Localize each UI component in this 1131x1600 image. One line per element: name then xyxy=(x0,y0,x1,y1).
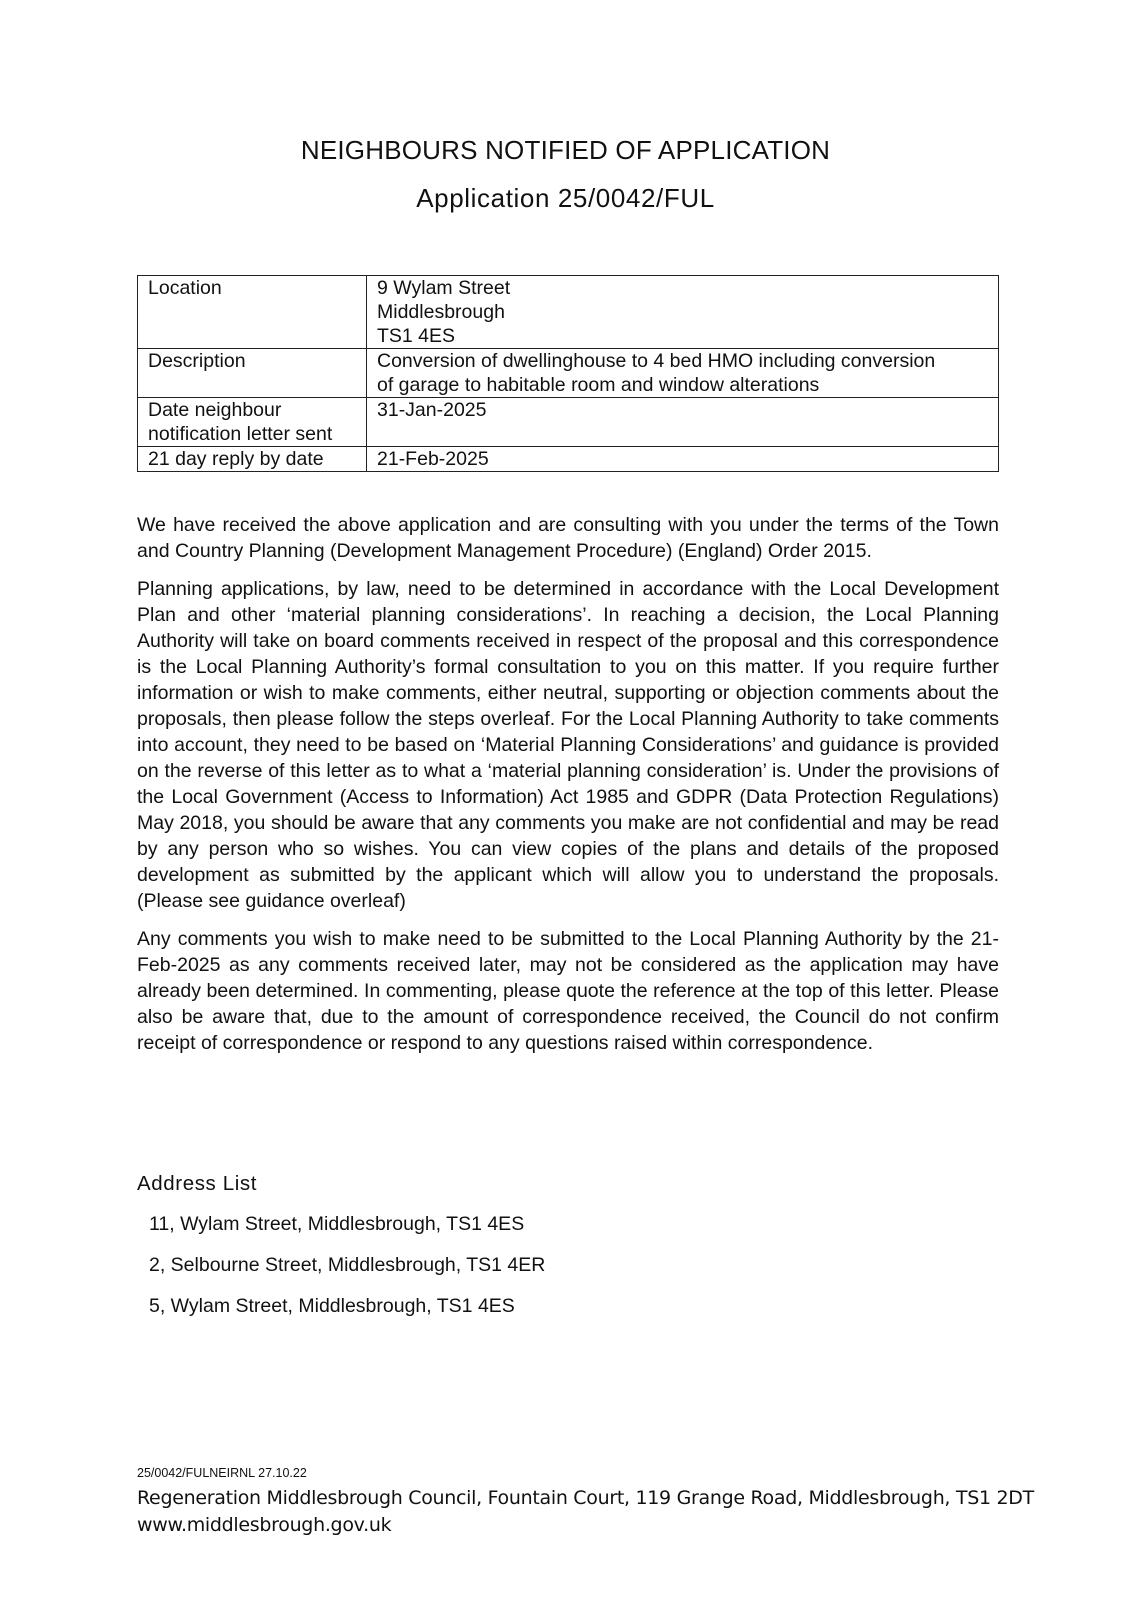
address-list-item: 2, Selbourne Street, Middlesbrough, TS1 4ER xyxy=(149,1254,546,1276)
address-list-item: 5, Wylam Street, Middlesbrough, TS1 4ES xyxy=(149,1295,515,1317)
letter-body xyxy=(137,512,999,1068)
paragraph-planning-considerations: Planning applications, by law, need to be determined in accordance with the Local Development Plan and other ‘material planning considerations’. In reaching a decision, the Local Planning Authority will take on board comments received in respect of the proposal and this correspondence is the Local Planning Authority’s formal consultation to you on this matter. If you require further information or wish to make comments, either neutral, supporting or objection comments about the proposals, then please follow the steps overleaf. For the Local Planning Authority to take comments into account, they need to be based on ‘Material Planning Considerations’ and guidance is provided on the reverse of this letter as to what a ‘material planning consideration’ is. Under the provisions of the Local Government (Access to Information) Act 1985 and GDPR (Data Protection Regulations) May 2018, you should be aware that any comments you make are not confidential and may be read by any person who so wishes. You can view copies of the plans and details of the proposed development as submitted by the applicant which will allow you to understand the proposals. (Please see guidance overleaf) xyxy=(137,578,999,912)
table-row xyxy=(138,349,999,398)
description-value xyxy=(367,349,999,398)
description-line: of garage to habitable room and window alterations xyxy=(377,374,820,396)
page-title: NEIGHBOURS NOTIFIED OF APPLICATION xyxy=(300,135,831,165)
footer-address: Regeneration Middlesbrough Council, Fountain Court, 119 Grange Road, Middlesbrough, TS1 2DT xyxy=(137,1487,1034,1509)
reply-date-value: 21-Feb-2025 xyxy=(367,447,999,472)
table-row xyxy=(138,276,999,349)
application-details-table xyxy=(137,275,999,472)
paragraph-consultation: We have received the above application and are consulting with you under the terms of the Town and Country Planning (Development Management Procedure) (England) Order 2015. xyxy=(137,514,999,562)
footer-website: www.middlesbrough.gov.uk xyxy=(137,1514,392,1536)
address-list-item: 11, Wylam Street, Middlesbrough, TS1 4ES xyxy=(149,1213,525,1235)
address-list-heading: Address List xyxy=(137,1172,257,1195)
table-row xyxy=(138,398,999,447)
location-line: Middlesbrough xyxy=(377,301,505,323)
date-sent-label-line: notification letter sent xyxy=(148,423,333,445)
footer-reference: 25/0042/FULNEIRNL 27.10.22 xyxy=(137,1466,307,1480)
date-sent-label-line: Date neighbour xyxy=(148,399,282,421)
reply-date-label: 21 day reply by date xyxy=(138,447,367,472)
footer xyxy=(137,1485,1034,1539)
table-row xyxy=(138,447,999,472)
location-line: TS1 4ES xyxy=(377,325,456,347)
application-reference: Application 25/0042/FUL xyxy=(416,183,715,213)
description-line: Conversion of dwellinghouse to 4 bed HMO including conversion xyxy=(377,350,936,372)
date-sent-label xyxy=(138,398,367,447)
location-value xyxy=(367,276,999,349)
description-label: Description xyxy=(138,349,367,398)
date-sent-value: 31-Jan-2025 xyxy=(367,398,999,447)
paragraph-comments-deadline: Any comments you wish to make need to be submitted to the Local Planning Authority by the 21-Feb-2025 as any comments received later, may not be considered as the application may have already been determined. In commenting, please quote the reference at the top of this letter. Please also be aware that, due to the amount of correspondence received, the Council do not confirm receipt of correspondence or respond to any questions raised within correspondence. xyxy=(137,928,999,1054)
location-line: 9 Wylam Street xyxy=(377,277,511,299)
location-label: Location xyxy=(138,276,367,349)
